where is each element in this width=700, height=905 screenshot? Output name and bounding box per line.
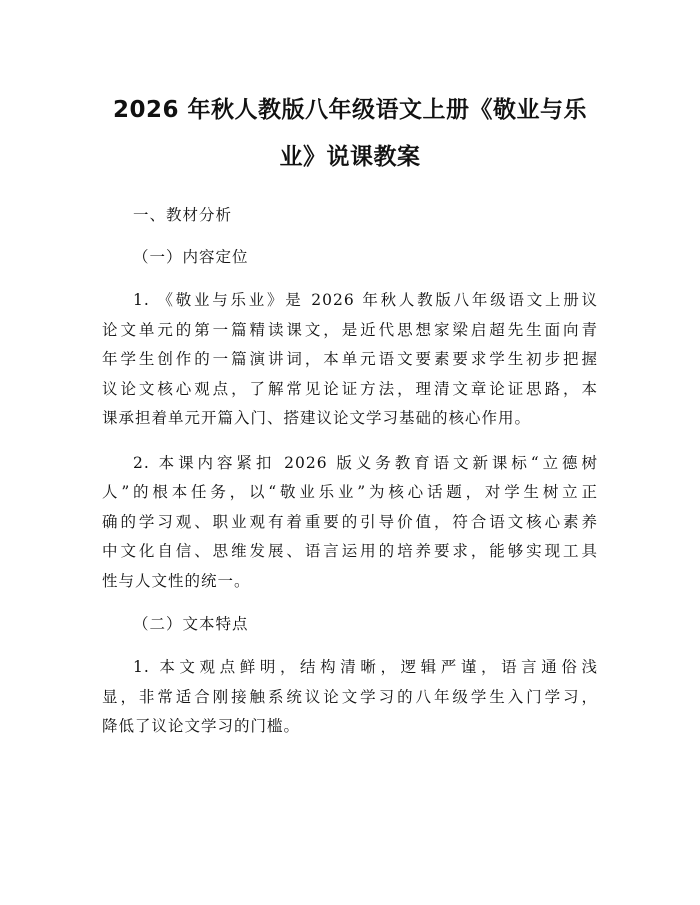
paragraph-line: 议论文核心观点，了解常见论证方法，理清文章论证思路，本 <box>102 379 598 398</box>
paragraph-1 <box>102 286 598 434</box>
paragraph-line: 课承担着单元开篇入门、搭建议论文学习基础的核心作用。 <box>102 409 532 427</box>
paragraph-line: 2. 本课内容紧扣 2026 版义务教育语文新课标“立德树 <box>133 453 598 472</box>
paragraph-line: 1. 本文观点鲜明，结构清晰，逻辑严谨，语言通俗浅 <box>133 658 598 676</box>
paragraph-3 <box>102 653 598 742</box>
paragraph-line: 性与人文性的统一。 <box>102 571 251 590</box>
paragraph-2 <box>102 449 598 597</box>
paragraph-line: 论文单元的第一篇精读课文，是近代思想家梁启超先生面向青 <box>102 320 598 339</box>
paragraph-line: 1. 《敬业与乐业》是 2026 年秋人教版八年级语文上册议 <box>133 291 598 309</box>
subsection-heading-text-features: （二）文本特点 <box>133 615 249 633</box>
paragraph-line: 显，非常适合刚接触系统议论文学习的八年级学生入门学习， <box>102 687 598 706</box>
title-line-2: 业》说课教案 <box>279 144 421 170</box>
paragraph-line: 中文化自信、思维发展、语言运用的培养要求，能够实现工具 <box>102 542 598 560</box>
title-line-1: 2026 年秋人教版八年级语文上册《敬业与乐 <box>112 97 588 123</box>
section-heading-textbook-analysis: 一、教材分析 <box>133 206 233 224</box>
document-title <box>102 87 598 181</box>
paragraph-line: 确的学习观、职业观有着重要的引导价值，符合语文核心素养 <box>102 512 598 531</box>
paragraph-line: 人”的根本任务，以“敬业乐业”为核心话题，对学生树立正 <box>102 483 598 501</box>
document-body <box>102 201 598 742</box>
subsection-heading-content-positioning: （一）内容定位 <box>133 248 249 266</box>
paragraph-line: 年学生创作的一篇演讲词，本单元语文要素要求学生初步把握 <box>102 350 598 368</box>
paragraph-line: 降低了议论文学习的门槛。 <box>102 717 301 735</box>
